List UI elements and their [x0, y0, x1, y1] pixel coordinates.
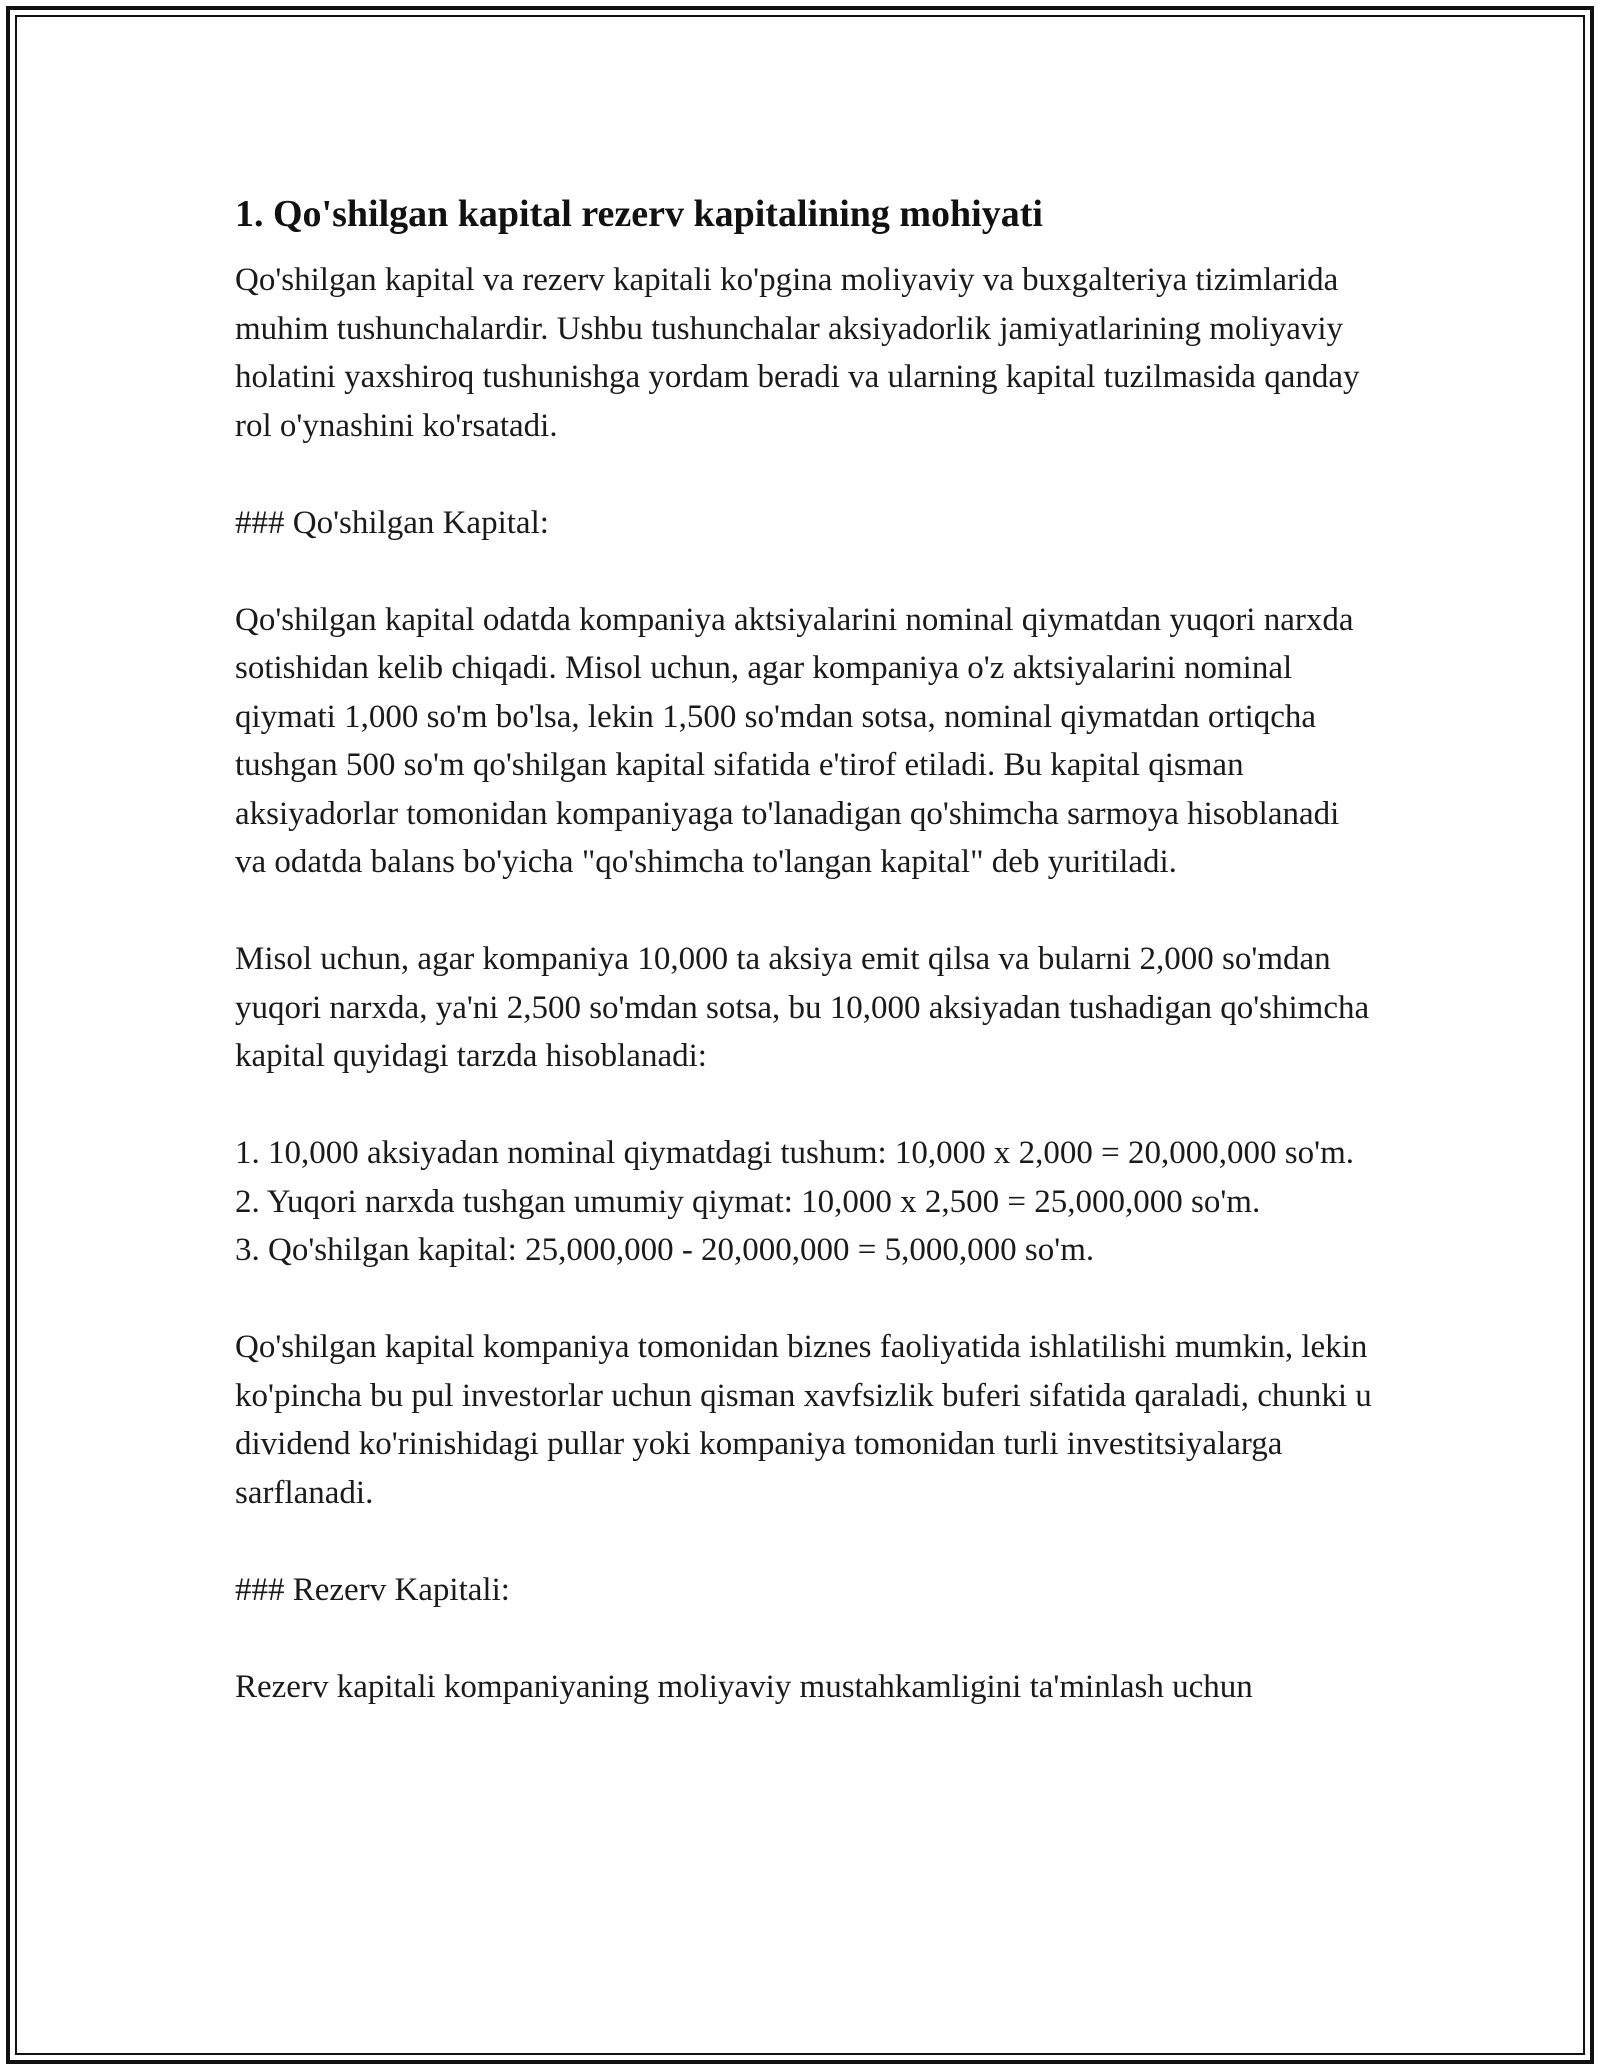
paragraph-gap — [235, 1614, 1375, 1663]
intro-paragraph: Qo'shilgan kapital va rezerv kapitali ko'pgina moliyaviy va buxgalteriya tizimlarida muhim tushunchalardir. Ushbu tushunchalar aksiyadorlik jamiyatlarining moliyaviy holatini yaxshiroq tushunishga yordam beradi va ularning kapital tuzilmasida qanday rol o'ynashini ko'rsatadi. — [235, 262, 1360, 444]
paragraph-gap — [235, 547, 1375, 596]
usage-paragraph: Qo'shilgan kapital kompaniya tomonidan biznes faoliyatida ishlatilishi mumkin, lekin ko'pincha bu pul investorlar uchun qisman xavfsizlik buferi sifatida qaraladi, chunki u dividend ko'rinishidagi pullar yoki kompaniya tomonidan turli investitsiyalarga sarflanadi. — [235, 1329, 1372, 1511]
section-heading-qoshilgan-kapital: ### Qo'shilgan Kapital: — [235, 504, 549, 541]
calculation-step: 1. 10,000 aksiyadan nominal qiymatdagi tushum: 10,000 x 2,000 = 20,000,000 so'm. — [235, 1135, 1354, 1171]
paragraph-gap — [235, 1275, 1375, 1324]
paragraph-gap — [235, 887, 1375, 936]
calculation-step: 3. Qo'shilgan kapital: 25,000,000 - 20,000,000 = 5,000,000 so'm. — [235, 1232, 1095, 1268]
section-heading-rezerv-kapitali: ### Rezerv Kapitali: — [235, 1571, 510, 1608]
qoshilgan-kapital-paragraph: Qo'shilgan kapital odatda kompaniya aktsiyalarini nominal qiymatdan yuqori narxda sotishidan kelib chiqadi. Misol uchun, agar kompaniya o'z aktsiyalarini nominal qiymati 1,000 so'm bo'lsa, lekin 1,500 so'mdan sotsa, nominal qiymatdan ortiqcha tushgan 500 so'm qo'shilgan kapital sifatida e'tirof etiladi. Bu kapital qisman aksiyadorlar tomonidan kompaniyaga to'lanadigan qo'shimcha sarmoya hisoblanadi va odatda balans bo'yicha "qo'shimcha to'langan kapital" deb yuritiladi. — [235, 601, 1354, 880]
paragraph-gap — [235, 1517, 1375, 1566]
paragraph-gap — [235, 1081, 1375, 1130]
example-paragraph: Misol uchun, agar kompaniya 10,000 ta aksiya emit qilsa va bularni 2,000 so'mdan yuqori narxda, ya'ni 2,500 so'mdan sotsa, bu 10,000 aksiyadan tushadigan qo'shimcha kapital quyidagi tarzda hisoblanadi: — [235, 941, 1370, 1074]
document-body — [235, 184, 1375, 1711]
paragraph-gap — [235, 450, 1375, 499]
rezerv-kapitali-paragraph: Rezerv kapitali kompaniyaning moliyaviy mustahkamligini ta'minlash uchun — [235, 1668, 1253, 1705]
document-title: 1. Qo'shilgan kapital rezerv kapitalining mohiyati — [235, 193, 1043, 235]
calculation-step: 2. Yuqori narxda tushgan umumiy qiymat: 10,000 x 2,500 = 25,000,000 so'm. — [235, 1183, 1261, 1220]
